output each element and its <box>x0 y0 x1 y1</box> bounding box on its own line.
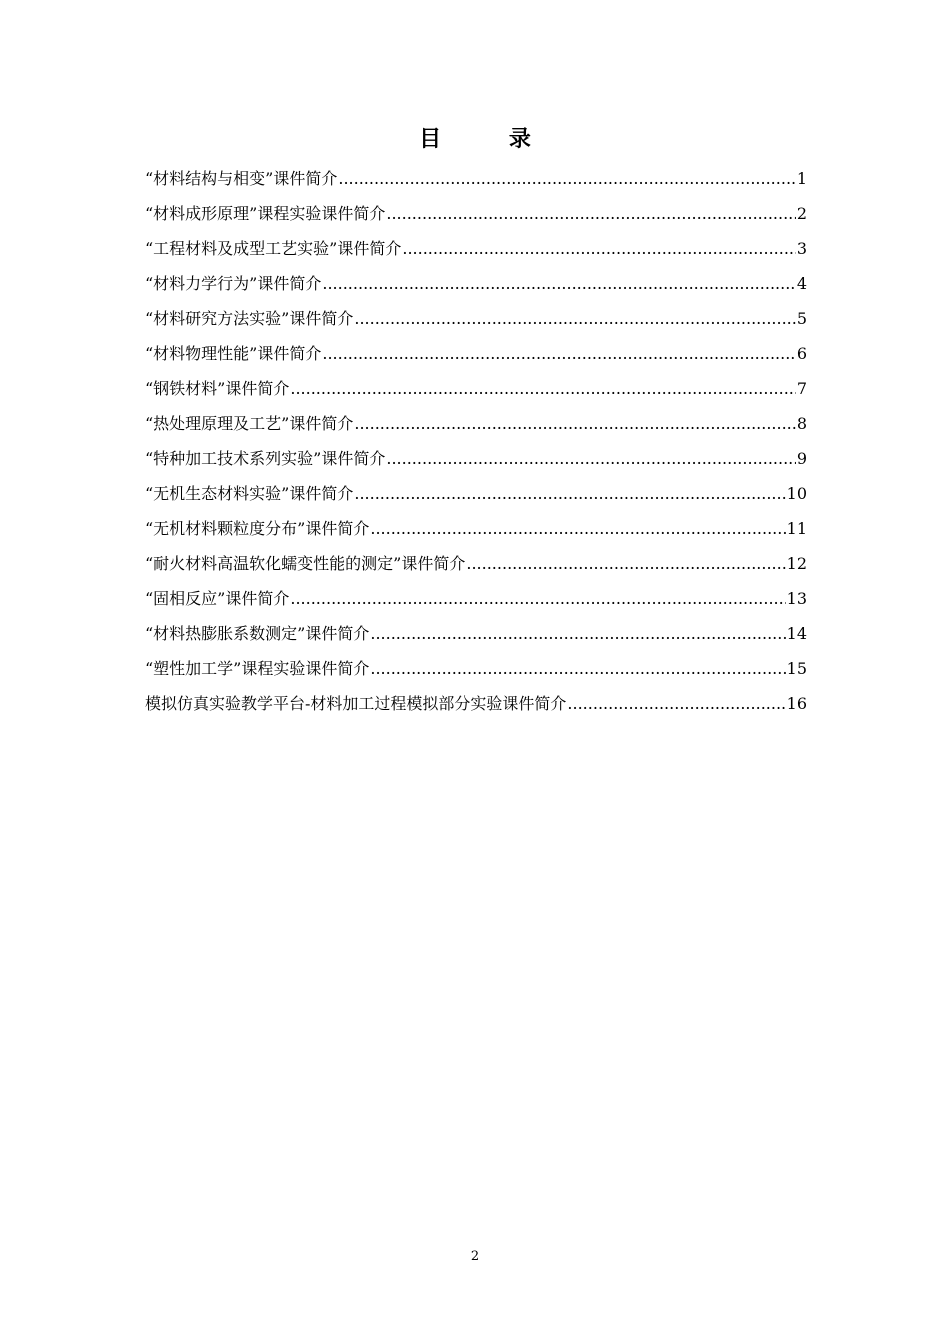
toc-entry[interactable] <box>145 585 807 620</box>
toc-entry[interactable] <box>145 410 807 445</box>
toc-entry-title: “材料研究方法实验”课件简介 <box>145 309 354 328</box>
toc-entry-title: “材料力学行为”课件简介 <box>145 274 322 293</box>
toc-entry[interactable] <box>145 690 807 725</box>
toc-entry-page: 15 <box>786 659 807 678</box>
toc-dot-leader <box>370 620 785 648</box>
toc-entry-title: “塑性加工学”课程实验课件简介 <box>145 659 370 678</box>
toc-entry-title: “材料物理性能”课件简介 <box>145 344 322 363</box>
toc-dot-leader <box>567 690 785 718</box>
toc-entry-title: “固相反应”课件简介 <box>145 589 290 608</box>
toc-entry[interactable] <box>145 200 807 235</box>
toc-dot-leader <box>402 235 795 263</box>
toc-entry[interactable] <box>145 480 807 515</box>
toc-dot-leader <box>338 165 795 193</box>
toc-entry[interactable] <box>145 445 807 480</box>
toc-entry-title: “耐火材料高温软化蠕变性能的测定”课件简介 <box>145 554 466 573</box>
toc-entry-page: 13 <box>786 589 807 608</box>
toc-entry[interactable] <box>145 620 807 655</box>
toc-entry[interactable] <box>145 550 807 585</box>
toc-entry-title: “无机生态材料实验”课件简介 <box>145 484 354 503</box>
toc-entry[interactable] <box>145 235 807 270</box>
toc-entry-page: 8 <box>796 414 807 433</box>
toc-entry[interactable] <box>145 165 807 200</box>
toc-entry-title: “热处理原理及工艺”课件简介 <box>145 414 354 433</box>
toc-entry-page: 10 <box>786 484 807 503</box>
toc-entry[interactable] <box>145 515 807 550</box>
toc-entry-title: “钢铁材料”课件简介 <box>145 379 290 398</box>
toc-dot-leader <box>466 550 785 578</box>
toc-entry-title: “材料结构与相变”课件简介 <box>145 169 338 188</box>
toc-entry-page: 2 <box>796 204 807 223</box>
toc-entry-page: 9 <box>796 449 807 468</box>
toc-dot-leader <box>354 410 795 438</box>
toc-dot-leader <box>354 305 795 333</box>
toc-entry-page: 4 <box>796 274 807 293</box>
toc-entry-page: 14 <box>786 624 807 643</box>
toc-entry[interactable] <box>145 305 807 340</box>
toc-entry-page: 5 <box>796 309 807 328</box>
toc-dot-leader <box>370 655 785 683</box>
toc-dot-leader <box>290 585 785 613</box>
toc-list <box>145 165 807 725</box>
toc-entry-title: “材料成形原理”课程实验课件简介 <box>145 204 386 223</box>
toc-entry[interactable] <box>145 340 807 375</box>
toc-entry-page: 11 <box>786 519 807 538</box>
toc-dot-leader <box>322 340 795 368</box>
toc-entry-page: 16 <box>786 694 807 713</box>
toc-dot-leader <box>386 445 795 473</box>
toc-entry-title: “无机材料颗粒度分布”课件简介 <box>145 519 370 538</box>
toc-entry[interactable] <box>145 375 807 410</box>
toc-dot-leader <box>354 480 785 508</box>
toc-title: 目 录 <box>419 126 561 152</box>
toc-entry[interactable] <box>145 270 807 305</box>
toc-entry-page: 12 <box>786 554 807 573</box>
toc-dot-leader <box>322 270 795 298</box>
toc-entry-page: 6 <box>796 344 807 363</box>
toc-entry-page: 1 <box>796 169 807 188</box>
toc-entry-title: 模拟仿真实验教学平台-材料加工过程模拟部分实验课件简介 <box>145 694 567 713</box>
toc-entry-title: “工程材料及成型工艺实验”课件简介 <box>145 239 402 258</box>
toc-entry-title: “材料热膨胀系数测定”课件简介 <box>145 624 370 643</box>
page-number: 2 <box>470 1249 480 1264</box>
toc-entry-page: 3 <box>796 239 807 258</box>
toc-dot-leader <box>386 200 795 228</box>
toc-entry[interactable] <box>145 655 807 690</box>
toc-dot-leader <box>290 375 795 403</box>
toc-entry-page: 7 <box>796 379 807 398</box>
toc-dot-leader <box>370 515 785 543</box>
toc-entry-title: “特种加工技术系列实验”课件简介 <box>145 449 386 468</box>
